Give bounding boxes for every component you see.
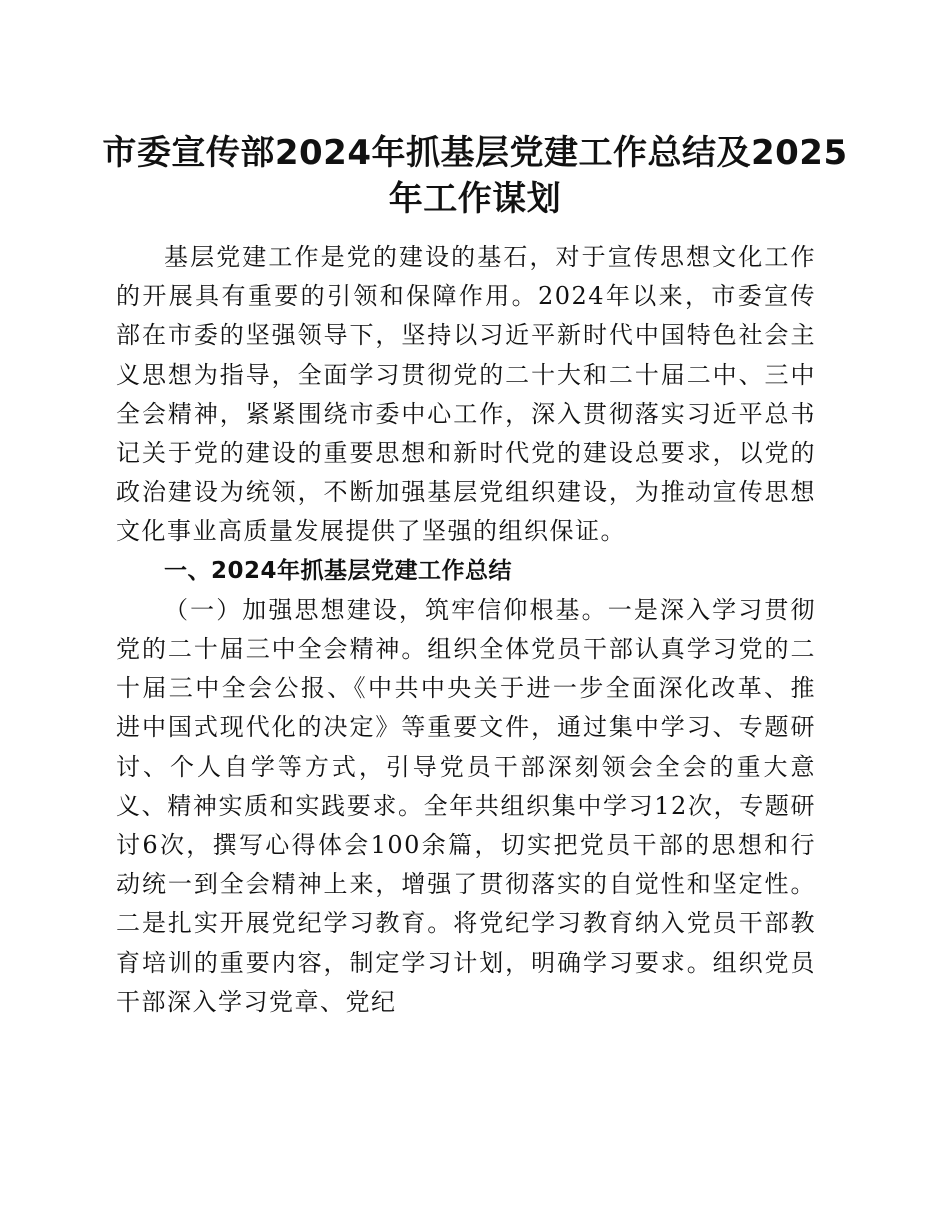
intro-paragraph: 基层党建工作是党的建设的基石，对于宣传思想文化工作的开展具有重要的引领和保障作用。2024年以来，市委宣传部在市委的坚强领导下，坚持以习近平新时代中国特色社会主义思想为指导，全面学习贯彻党的二十大和二十届二中、三中全会精神，紧紧围绕市委中心工作，深入贯彻落实习近平总书记关于党的建设的重要思想和新时代党的建设总要求，以党的政治建设为统领，不断加强基层党组织建设，为推动宣传思想文化事业高质量发展提供了坚强的组织保证。	[116, 243, 816, 546]
section-heading: 一、2024年抓基层党建工作总结	[164, 557, 513, 584]
document-body	[116, 238, 816, 1022]
body-paragraph: （一）加强思想建设，筑牢信仰根基。一是深入学习贯彻党的二十届三中全会精神。组织全体党员干部认真学习党的二十届三中全会公报、《中共中央关于进一步全面深化改革、推进中国式现代化的决定》等重要文件，通过集中学习、专题研讨、个人自学等方式，引导党员干部深刻领会全会的重大意义、精神实质和实践要求。全年共组织集中学习12次，专题研讨6次，撰写心得体会100余篇，切实把党员干部的思想和行动统一到全会精神上来，增强了贯彻落实的自觉性和坚定性。二是扎实开展党纪学习教育。将党纪学习教育纳入党员干部教育培训的重要内容，制定学习计划，明确学习要求。组织党员干部深入学习党章、党纪	[116, 595, 816, 1016]
document-title: 市委宣传部2024年抓基层党建工作总结及2025年工作谋划	[102, 133, 848, 219]
